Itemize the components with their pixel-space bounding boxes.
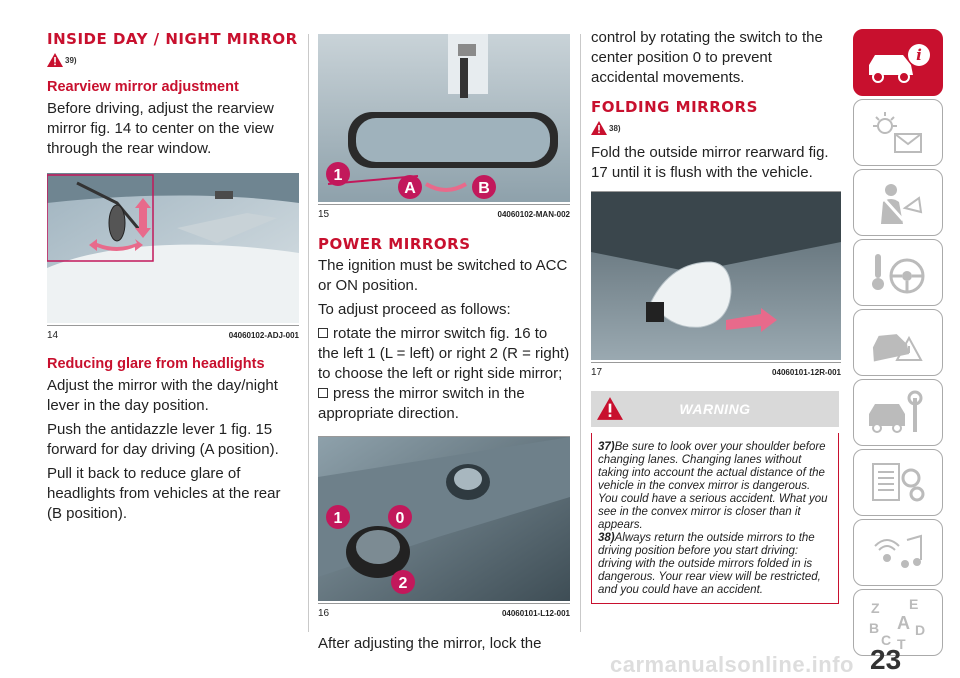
bullet-square-icon xyxy=(318,388,328,398)
svg-text:Z: Z xyxy=(871,599,880,616)
paragraph: To adjust proceed as follows: xyxy=(318,301,511,318)
paragraph: After adjusting the mirror, lock the xyxy=(318,635,542,652)
paragraph: The ignition must be switched to ACC or ON position. xyxy=(318,257,568,294)
figure-code: 04060102-MAN-002 xyxy=(497,209,570,219)
car-maintenance-icon xyxy=(863,388,933,438)
warning-title: WARNING xyxy=(679,401,751,417)
figure-number: 17 xyxy=(591,366,603,378)
bullet-square-icon xyxy=(318,328,328,338)
figure-15-label-A: A xyxy=(404,180,416,197)
warning-item-37: 37)Be sure to look over your shoulder before changing lanes. Changing lanes without taking into account the actual distance of the vehicle in the convex mirror is dangerous. You could have a serious accident. What you see in the convex mirror is closer than it appears. xyxy=(598,441,828,531)
tab-multimedia[interactable] xyxy=(853,519,943,586)
figure-15-caption xyxy=(318,204,570,221)
warning-item-38: 38)Always return the outside mirrors to the driving position before you start driving: driving with the outside mirrors folded in is dangerous. Your rear view will be restricted, and you could have an accident. xyxy=(598,532,821,596)
warning-triangle-icon xyxy=(597,397,623,420)
paragraph: Fold the outside mirror rearward fig. 17 until it is flush with the vehicle. xyxy=(591,144,829,181)
svg-text:E: E xyxy=(909,595,919,612)
figure-number: 16 xyxy=(318,607,330,619)
figure-number: 15 xyxy=(318,208,330,220)
paragraph: Push the antidazzle lever 1 fig. 15 forward for day driving (A position). xyxy=(47,421,279,458)
figure-16-label-1: 1 xyxy=(333,510,343,527)
tab-maintenance[interactable] xyxy=(853,379,943,446)
section-title-inside-mirror: INSIDE DAY / NIGHT MIRROR xyxy=(47,30,298,48)
svg-text:T: T xyxy=(897,635,906,651)
figure-14-caption xyxy=(47,325,299,342)
column-divider xyxy=(308,34,309,632)
figure-16 xyxy=(318,436,570,620)
tab-starting-driving[interactable] xyxy=(853,239,943,306)
paragraph: Pull it back to reduce glare of headlights from vehicles at the rear (B position). xyxy=(47,465,281,522)
figure-16-image xyxy=(318,437,570,601)
technical-data-icon xyxy=(863,458,933,508)
figure-number: 14 xyxy=(47,329,59,341)
svg-text:B: B xyxy=(869,619,880,636)
tab-car-info[interactable] xyxy=(853,29,943,96)
multimedia-icon xyxy=(863,528,933,578)
figure-code: 04060101-L12-001 xyxy=(501,608,570,618)
emergency-car-icon xyxy=(863,318,933,368)
figure-17-image xyxy=(591,192,841,360)
subtitle-rearview-adjust: Rearview mirror adjustment xyxy=(47,79,239,95)
figure-16-label-0: 0 xyxy=(395,510,405,527)
figure-17-caption xyxy=(591,362,841,379)
bullet-item: rotate the mirror switch fig. 16 to the left 1 (L = left) or right 2 (R = right) to choose the left or right side mirror; xyxy=(318,325,570,382)
figure-code: 04060102-ADJ-001 xyxy=(228,330,299,340)
svg-text:C: C xyxy=(881,631,892,648)
warning-box xyxy=(591,391,839,604)
paragraph: Adjust the mirror with the day/night lever in the day position. xyxy=(47,377,278,414)
key-steering-icon xyxy=(863,248,933,298)
column-divider xyxy=(580,34,581,632)
column-3 xyxy=(591,28,841,604)
figure-14-image xyxy=(47,173,299,323)
warning-reference xyxy=(591,117,841,139)
column-1 xyxy=(47,28,299,528)
paragraph: control by rotating the switch to the center position 0 to prevent accidental movements. xyxy=(591,29,823,86)
subtitle-reducing-glare: Reducing glare from headlights xyxy=(47,356,265,372)
figure-15-label-B: B xyxy=(478,180,490,197)
figure-16-label-2: 2 xyxy=(398,575,408,592)
safety-seatbelt-icon xyxy=(863,178,933,228)
figure-17 xyxy=(591,191,841,379)
section-title-power-mirrors: POWER MIRRORS xyxy=(318,235,471,253)
tab-technical-data[interactable] xyxy=(853,449,943,516)
svg-text:D: D xyxy=(915,621,926,638)
warning-header xyxy=(591,391,839,427)
figure-code: 04060101-12R-001 xyxy=(772,367,841,377)
figure-15-image xyxy=(318,34,570,202)
figure-14 xyxy=(47,173,299,342)
tab-warning-lights[interactable] xyxy=(853,99,943,166)
warning-lights-icon xyxy=(863,108,933,158)
figure-15-label-1: 1 xyxy=(333,167,343,184)
figure-15 xyxy=(318,34,570,221)
page-number: 23 xyxy=(870,644,902,675)
figure-16-caption xyxy=(318,603,570,620)
column-2 xyxy=(318,34,570,658)
tab-safety[interactable] xyxy=(853,169,943,236)
svg-text:A: A xyxy=(897,612,910,633)
section-title-folding-mirrors: FOLDING MIRRORS xyxy=(591,98,758,116)
warning-reference xyxy=(47,49,299,71)
warning-triangle-icon xyxy=(591,121,607,135)
chapter-tabs xyxy=(853,29,960,659)
warning-triangle-icon xyxy=(47,53,63,67)
warning-body xyxy=(591,433,839,604)
svg-text:i: i xyxy=(916,45,922,64)
alphabetical-index-icon xyxy=(863,595,933,651)
car-info-icon xyxy=(863,41,933,85)
warning-ref-number: 38) xyxy=(609,123,621,133)
tab-emergency[interactable] xyxy=(853,309,943,376)
paragraph: Before driving, adjust the rearview mirror fig. 14 to center on the view through the rear window. xyxy=(47,100,274,157)
bullet-item: press the mirror switch in the appropriate direction. xyxy=(318,385,525,422)
watermark: carmanualsonline.info xyxy=(610,652,854,677)
warning-ref-number: 39) xyxy=(65,55,77,65)
